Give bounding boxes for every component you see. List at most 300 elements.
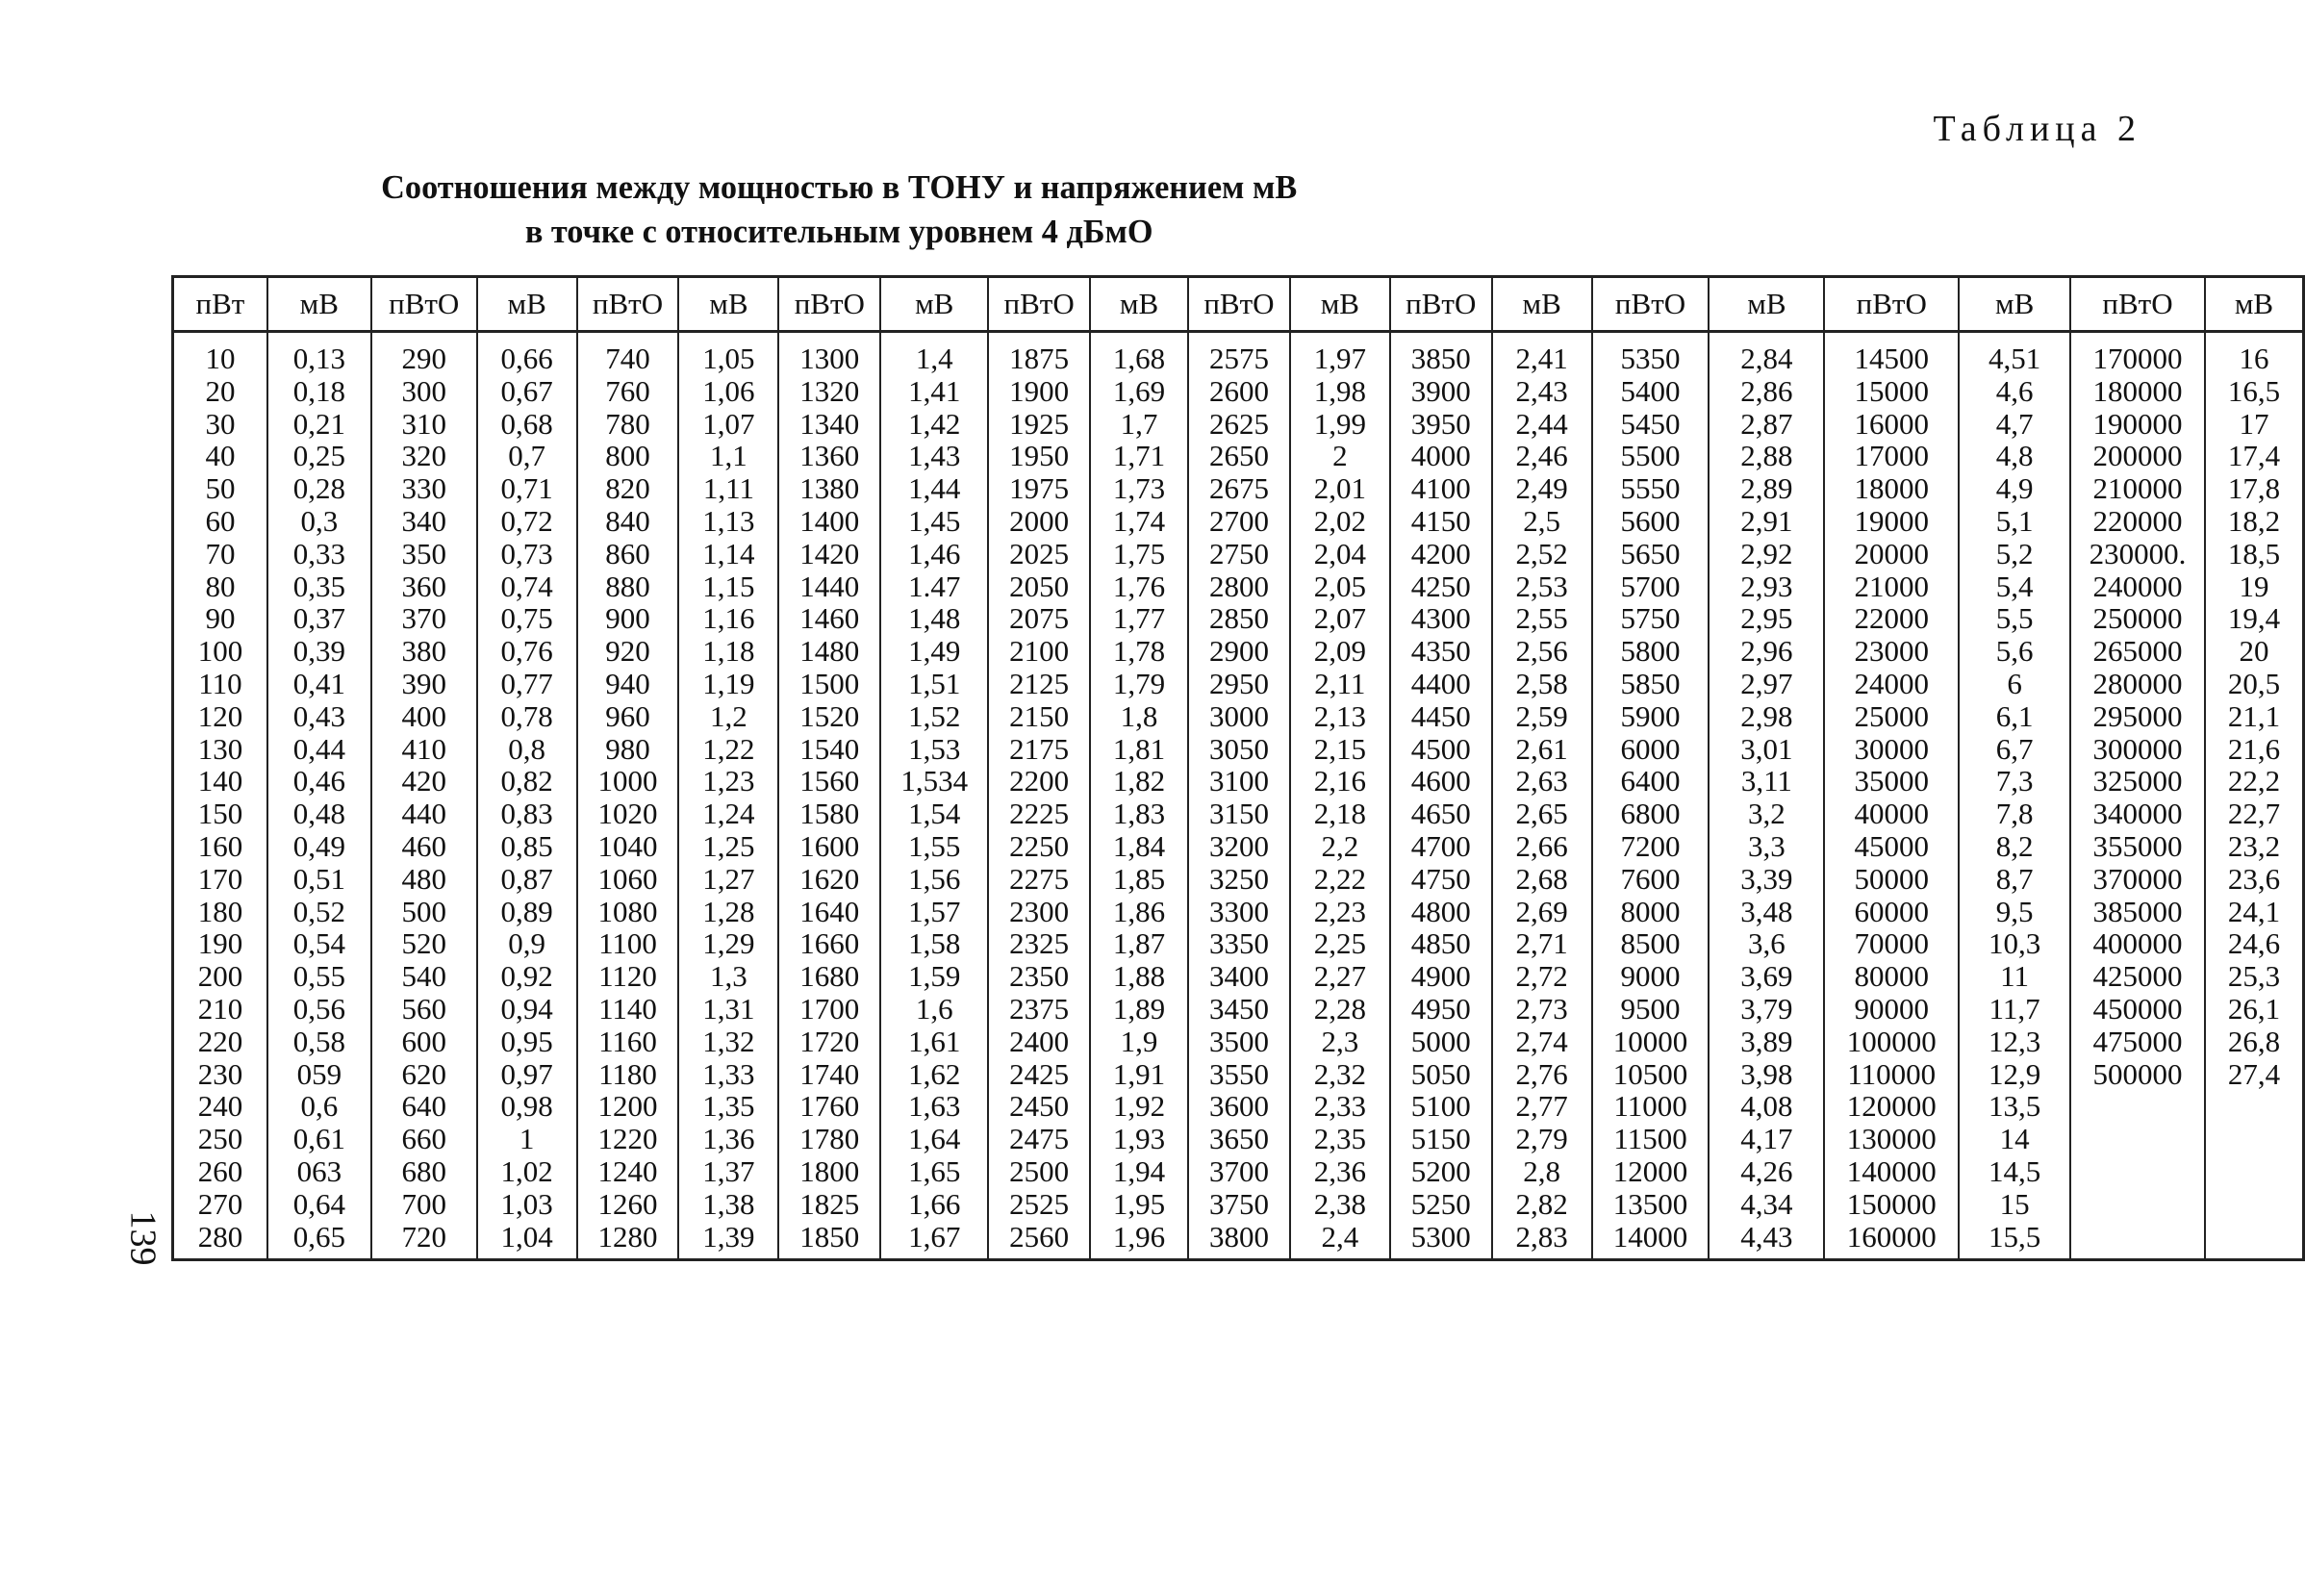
table-cell: 2525 — [1009, 1186, 1070, 1221]
table-column — [1492, 332, 1592, 1260]
table-cell: 19 — [2239, 569, 2269, 603]
table-cell: 2,77 — [1515, 1089, 1568, 1124]
table-cell: 325000 — [2092, 764, 2183, 798]
table-cell: 2,55 — [1515, 601, 1568, 636]
table-cell: 3,01 — [1740, 731, 1793, 766]
table-column — [678, 332, 778, 1260]
table-cell: 1,75 — [1112, 536, 1166, 570]
table-cell: 210 — [197, 991, 243, 1026]
table-cell: 1,04 — [500, 1219, 553, 1254]
table-cell: 0,66 — [500, 342, 553, 375]
table-cell: 1,07 — [702, 406, 755, 441]
table-cell: 1,89 — [1112, 991, 1166, 1026]
table-cell: 8500 — [1620, 926, 1681, 961]
table-cell: 860 — [605, 536, 650, 570]
table-cell: 5450 — [1620, 406, 1681, 441]
table-cell: 4650 — [1410, 797, 1471, 831]
table-cell: 2225 — [1009, 797, 1070, 831]
table-cell: 380 — [401, 634, 446, 669]
table-cell: 740 — [605, 342, 650, 375]
table-cell: 2,43 — [1515, 373, 1568, 408]
table-cell: 3,98 — [1740, 1056, 1793, 1091]
table-cell: 5850 — [1620, 666, 1681, 700]
table-cell: 1220 — [597, 1122, 658, 1156]
table-cell: 2,27 — [1313, 959, 1366, 994]
table-cell: 4600 — [1410, 764, 1471, 798]
table-cell: 2750 — [1208, 536, 1269, 570]
table-cell: 180000 — [2092, 373, 2183, 408]
table-cell: 4,8 — [1995, 439, 2034, 473]
table-cell: 100000 — [1846, 1024, 1937, 1058]
table-cell: 6000 — [1620, 731, 1681, 766]
table-cell: 1060 — [597, 861, 658, 896]
table-cell: 0,68 — [500, 406, 553, 441]
table-cell: 1,67 — [908, 1219, 961, 1254]
table-cell: 2850 — [1208, 601, 1269, 636]
table-cell: 1,99 — [1313, 406, 1366, 441]
table-cell: 1,51 — [908, 666, 961, 700]
table-cell: 260 — [197, 1153, 243, 1188]
table-cell: 2950 — [1208, 666, 1269, 700]
table-cell: 475000 — [2092, 1024, 2183, 1058]
table-cell: 320 — [401, 439, 446, 473]
table-cell: 21,6 — [2227, 731, 2281, 766]
table-cell: 0,94 — [500, 991, 553, 1026]
column-header: пВтО — [1390, 277, 1492, 332]
table-cell: 370000 — [2092, 861, 2183, 896]
table-cell: 9500 — [1620, 991, 1681, 1026]
table-cell: 1,15 — [702, 569, 755, 603]
table-cell: 3,89 — [1740, 1024, 1793, 1058]
table-cell: 2,32 — [1313, 1056, 1366, 1091]
table-cell: 150000 — [1846, 1186, 1937, 1221]
table-cell: 5600 — [1620, 503, 1681, 538]
table-cell: 15000 — [1854, 373, 1929, 408]
table-cell: 1,79 — [1112, 666, 1166, 700]
table-cell: 1,53 — [908, 731, 961, 766]
table-cell: 2500 — [1009, 1153, 1070, 1188]
table-cell: 1,96 — [1112, 1219, 1166, 1254]
table-cell: 063 — [296, 1153, 342, 1188]
table-cell: 24,6 — [2227, 926, 2281, 961]
table-cell: 560 — [401, 991, 446, 1026]
table-cell: 1950 — [1009, 439, 1070, 473]
table-cell: 0,97 — [500, 1056, 553, 1091]
table-cell: 1,06 — [702, 373, 755, 408]
table-cell: 1,18 — [702, 634, 755, 669]
column-header: пВтО — [371, 277, 477, 332]
table-cell: 2600 — [1208, 373, 1269, 408]
table-cell: 2,3 — [1321, 1024, 1359, 1058]
table-cell: 190000 — [2092, 406, 2183, 441]
table-cell: 1,93 — [1112, 1122, 1166, 1156]
table-cell: 520 — [401, 926, 446, 961]
table-cell: 1,8 — [1120, 698, 1158, 733]
table-cell: 2,87 — [1740, 406, 1793, 441]
table-cell: 420 — [401, 764, 446, 798]
table-cell: 4100 — [1410, 471, 1471, 506]
table-cell: 3,3 — [1748, 828, 1786, 863]
table-cell: 540 — [401, 959, 446, 994]
table-cell: 4450 — [1410, 698, 1471, 733]
table-cell: 1640 — [799, 894, 860, 928]
column-header: пВтО — [577, 277, 679, 332]
table-cell: 21000 — [1854, 569, 1929, 603]
table-cell: 4,26 — [1740, 1153, 1793, 1188]
table-cell: 5,4 — [1995, 569, 2034, 603]
table-cell: 2,98 — [1740, 698, 1793, 733]
table-cell: 2,09 — [1313, 634, 1366, 669]
table-cell: 1200 — [597, 1089, 658, 1124]
table-cell: 10 — [205, 342, 236, 375]
table-cell: 3000 — [1208, 698, 1269, 733]
table-cell: 1,02 — [500, 1153, 553, 1188]
table-cell: 50000 — [1854, 861, 1929, 896]
table-cell: 7200 — [1620, 828, 1681, 863]
table-cell: 2700 — [1208, 503, 1269, 538]
table-cell: 290 — [401, 342, 446, 375]
table-cell: 340000 — [2092, 797, 2183, 831]
table-cell: 4,43 — [1740, 1219, 1793, 1254]
table-cell: 1,24 — [702, 797, 755, 831]
table-cell: 0,85 — [500, 828, 553, 863]
table-cell: 90 — [205, 601, 236, 636]
table-cell: 3700 — [1208, 1153, 1269, 1188]
table-cell: 1560 — [799, 764, 860, 798]
table-cell: 1,9 — [1120, 1024, 1158, 1058]
table-cell: 18000 — [1854, 471, 1929, 506]
table-cell: 12,9 — [1988, 1056, 2041, 1091]
table-cell: 2,35 — [1313, 1122, 1366, 1156]
table-cell: 1825 — [799, 1186, 860, 1221]
table-cell: 2275 — [1009, 861, 1070, 896]
power-voltage-table — [171, 275, 2305, 1261]
table-cell: 0,61 — [292, 1122, 345, 1156]
table-cell: 4,51 — [1988, 342, 2041, 375]
table-cell: 820 — [605, 471, 650, 506]
table-cell: 1,98 — [1313, 373, 1366, 408]
table-column — [2070, 332, 2205, 1260]
table-cell: 0,56 — [292, 991, 345, 1026]
table-cell: 180 — [197, 894, 243, 928]
table-cell: 295000 — [2092, 698, 2183, 733]
table-cell: 1360 — [799, 439, 860, 473]
table-cell: 80 — [205, 569, 236, 603]
table-cell: 5100 — [1410, 1089, 1471, 1124]
table-cell: 1,31 — [702, 991, 755, 1026]
table-cell: 3,39 — [1740, 861, 1793, 896]
table-cell: 400000 — [2092, 926, 2183, 961]
table-cell: 2,58 — [1515, 666, 1568, 700]
table-cell: 12,3 — [1988, 1024, 2041, 1058]
table-cell: 6 — [2007, 666, 2022, 700]
table-cell: 5350 — [1620, 342, 1681, 375]
table-cell: 120 — [197, 698, 243, 733]
table-cell: 300000 — [2092, 731, 2183, 766]
table-cell: 14000 — [1612, 1219, 1688, 1254]
table-cell: 26,1 — [2227, 991, 2281, 1026]
table-cell: 2,05 — [1313, 569, 1366, 603]
table-cell: 2,33 — [1313, 1089, 1366, 1124]
table-cell: 1,56 — [908, 861, 961, 896]
table-cell: 110000 — [1847, 1056, 1937, 1091]
table-cell: 0,65 — [292, 1219, 345, 1254]
table-cell: 16 — [2239, 342, 2269, 375]
table-cell: 310 — [401, 406, 446, 441]
table-cell: 2 — [1332, 439, 1348, 473]
table-cell: 120000 — [1846, 1089, 1937, 1124]
table-cell: 2800 — [1208, 569, 1269, 603]
table-cell: 3,11 — [1740, 764, 1792, 798]
table-cell: 1850 — [799, 1219, 860, 1254]
table-cell: 600 — [401, 1024, 446, 1058]
table-cell: 30 — [205, 406, 236, 441]
column-header: пВтО — [778, 277, 880, 332]
table-cell: 1760 — [799, 1089, 860, 1124]
table-cell: 1,92 — [1112, 1089, 1166, 1124]
table-cell: 0,33 — [292, 536, 345, 570]
table-cell: 1,03 — [500, 1186, 553, 1221]
table-cell: 130000 — [1846, 1122, 1937, 1156]
table-cell: 3450 — [1208, 991, 1269, 1026]
table-cell: 4350 — [1410, 634, 1471, 669]
table-cell: 23000 — [1854, 634, 1929, 669]
table-cell: 210000 — [2092, 471, 2183, 506]
table-cell: 4900 — [1410, 959, 1471, 994]
table-cell: 20000 — [1854, 536, 1929, 570]
table-cell: 1740 — [799, 1056, 860, 1091]
table-cell: 6800 — [1620, 797, 1681, 831]
table-cell: 4850 — [1410, 926, 1471, 961]
table-cell: 0,8 — [508, 731, 545, 766]
table-cell: 2,18 — [1313, 797, 1366, 831]
table-cell: 2,92 — [1740, 536, 1793, 570]
table-cell: 1600 — [799, 828, 860, 863]
table-cell: 1,54 — [908, 797, 961, 831]
table-cell: 2,74 — [1515, 1024, 1568, 1058]
table-cell: 0,28 — [292, 471, 345, 506]
table-cell: 4200 — [1410, 536, 1471, 570]
column-header: мВ — [880, 277, 988, 332]
table-cell: 1400 — [799, 503, 860, 538]
table-cell: 1,22 — [702, 731, 755, 766]
table-cell: 2,76 — [1515, 1056, 1568, 1091]
column-header: мВ — [1090, 277, 1188, 332]
table-cell: 3600 — [1208, 1089, 1269, 1124]
table-cell: 2,5 — [1523, 503, 1561, 538]
table-cell: 1,14 — [702, 536, 755, 570]
table-cell: 2560 — [1009, 1219, 1070, 1254]
column-header: пВт — [173, 277, 267, 332]
table-cell: 1,45 — [908, 503, 961, 538]
table-cell: 100 — [197, 634, 243, 669]
table-cell: 2250 — [1009, 828, 1070, 863]
table-column — [1290, 332, 1390, 1260]
table-cell: 1300 — [799, 342, 860, 375]
table-cell: 1,32 — [702, 1024, 755, 1058]
table-cell: 1480 — [799, 634, 860, 669]
table-cell: 1,33 — [702, 1056, 755, 1091]
table-cell: 3900 — [1410, 373, 1471, 408]
table-cell: 24000 — [1854, 666, 1929, 700]
table-cell: 19,4 — [2227, 601, 2281, 636]
table-cell: 5800 — [1620, 634, 1681, 669]
table-cell: 2,63 — [1515, 764, 1568, 798]
table-cell: 1 — [519, 1122, 535, 1156]
table-cell: 2,52 — [1515, 536, 1568, 570]
table-cell: 2,68 — [1515, 861, 1568, 896]
table-cell: 3150 — [1208, 797, 1269, 831]
table-cell: 220000 — [2092, 503, 2183, 538]
table-cell: 1,43 — [908, 439, 961, 473]
table-cell: 1080 — [597, 894, 658, 928]
table-cell: 660 — [401, 1122, 446, 1156]
column-header: мВ — [2205, 277, 2304, 332]
table-cell: 1160 — [598, 1024, 657, 1058]
table-cell: 2,53 — [1515, 569, 1568, 603]
table-cell: 26,8 — [2227, 1024, 2281, 1058]
table-cell: 4400 — [1410, 666, 1471, 700]
table-column — [1959, 332, 2070, 1260]
table-cell: 0,83 — [500, 797, 553, 831]
table-cell: 1,05 — [702, 342, 755, 375]
table-cell: 13500 — [1612, 1186, 1688, 1221]
table-cell: 0,67 — [500, 373, 553, 408]
table-cell: 1720 — [799, 1024, 860, 1058]
table-cell: 16000 — [1854, 406, 1929, 441]
table-cell: 1,71 — [1112, 439, 1166, 473]
table-cell: 5000 — [1410, 1024, 1471, 1058]
table-cell: 1380 — [799, 471, 860, 506]
table-cell: 640 — [401, 1089, 446, 1124]
table-cell: 3,2 — [1748, 797, 1786, 831]
table-cell: 0,82 — [500, 764, 553, 798]
table-cell: 1,83 — [1112, 797, 1166, 831]
table-cell: 4,7 — [1995, 406, 2034, 441]
table-cell: 24,1 — [2227, 894, 2281, 928]
table-cell: 1,1 — [710, 439, 747, 473]
table-cell: 2675 — [1208, 471, 1269, 506]
table-cell: 1,64 — [908, 1122, 961, 1156]
table-cell: 2,15 — [1313, 731, 1366, 766]
table-cell: 0,25 — [292, 439, 345, 473]
table-cell: 2650 — [1208, 439, 1269, 473]
table-cell: 1,76 — [1112, 569, 1166, 603]
table-cell: 2,83 — [1515, 1219, 1568, 1254]
table-cell: 760 — [605, 373, 650, 408]
table-column — [477, 332, 577, 1260]
table-cell: 0,77 — [500, 666, 553, 700]
table-cell: 0,37 — [292, 601, 345, 636]
table-cell: 1,19 — [702, 666, 755, 700]
table-cell: 3800 — [1208, 1219, 1269, 1254]
table-cell: 16,5 — [2227, 373, 2281, 408]
table-cell: 2325 — [1009, 926, 1070, 961]
table-cell: 10500 — [1612, 1056, 1688, 1091]
table-cell: 0,21 — [292, 406, 345, 441]
table-cell: 1,88 — [1112, 959, 1166, 994]
table-cell: 2000 — [1009, 503, 1070, 538]
table-cell: 2,82 — [1515, 1186, 1568, 1221]
table-cell: 280000 — [2092, 666, 2183, 700]
table-cell: 1,7 — [1120, 406, 1158, 441]
table-cell: 2,61 — [1515, 731, 1568, 766]
table-cell: 0,87 — [500, 861, 553, 896]
table-cell: 1,62 — [908, 1056, 961, 1091]
table-cell: 2,36 — [1313, 1153, 1366, 1188]
table-cell: 2,65 — [1515, 797, 1568, 831]
table-cell: 25,3 — [2227, 959, 2281, 994]
table-cell: 3950 — [1410, 406, 1471, 441]
table-cell: 0,89 — [500, 894, 553, 928]
table-cell: 1,41 — [908, 373, 961, 408]
table-cell: 50 — [205, 471, 236, 506]
table-cell: 25000 — [1854, 698, 1929, 733]
table-column — [1709, 332, 1824, 1260]
table-title — [0, 165, 1678, 254]
table-cell: 1900 — [1009, 373, 1070, 408]
column-header: мВ — [267, 277, 371, 332]
table-cell: 0,76 — [500, 634, 553, 669]
table-cell: 0,73 — [500, 536, 553, 570]
table-cell: 1,78 — [1112, 634, 1166, 669]
table-cell: 1,73 — [1112, 471, 1166, 506]
table-cell: 11500 — [1613, 1122, 1687, 1156]
table-cell: 1925 — [1009, 406, 1070, 441]
table-cell: 3300 — [1208, 894, 1269, 928]
table-cell: 2,07 — [1313, 601, 1366, 636]
table-cell: 170000 — [2092, 342, 2183, 375]
table-cell: 2,56 — [1515, 634, 1568, 669]
table-label: Таблица 2 — [1933, 109, 2141, 149]
table-cell: 1520 — [799, 698, 860, 733]
table-cell: 340 — [401, 503, 446, 538]
column-header: мВ — [477, 277, 577, 332]
table-cell: 1875 — [1009, 342, 1070, 375]
table-cell: 2375 — [1009, 991, 1070, 1026]
table-cell: 20 — [205, 373, 236, 408]
table-cell: 1,85 — [1112, 861, 1166, 896]
table-cell: 1,37 — [702, 1153, 755, 1188]
table-cell: 1,42 — [908, 406, 961, 441]
table-cell: 2050 — [1009, 569, 1070, 603]
table-cell: 1,11 — [702, 471, 754, 506]
table-cell: 3350 — [1208, 926, 1269, 961]
table-cell: 10000 — [1612, 1024, 1688, 1058]
table-cell: 21,1 — [2227, 698, 2281, 733]
table-cell: 230000. — [2089, 536, 2187, 570]
table-column — [988, 332, 1090, 1260]
table-cell: 720 — [401, 1219, 446, 1254]
table-cell: 1,95 — [1112, 1186, 1166, 1221]
table-cell: 2075 — [1009, 601, 1070, 636]
table-cell: 5500 — [1620, 439, 1681, 473]
column-header: мВ — [1709, 277, 1824, 332]
table-column — [1090, 332, 1188, 1260]
table-cell: 2,44 — [1515, 406, 1568, 441]
table-cell: 8,2 — [1995, 828, 2034, 863]
table-cell: 880 — [605, 569, 650, 603]
table-cell: 240000 — [2092, 569, 2183, 603]
table-cell: 5300 — [1410, 1219, 1471, 1254]
table-cell: 1,59 — [908, 959, 961, 994]
table-cell: 0,74 — [500, 569, 553, 603]
table-cell: 5250 — [1410, 1186, 1471, 1221]
table-cell: 18,5 — [2227, 536, 2281, 570]
table-cell: 2,02 — [1313, 503, 1366, 538]
table-cell: 0,54 — [292, 926, 345, 961]
table-cell: 3650 — [1208, 1122, 1269, 1156]
